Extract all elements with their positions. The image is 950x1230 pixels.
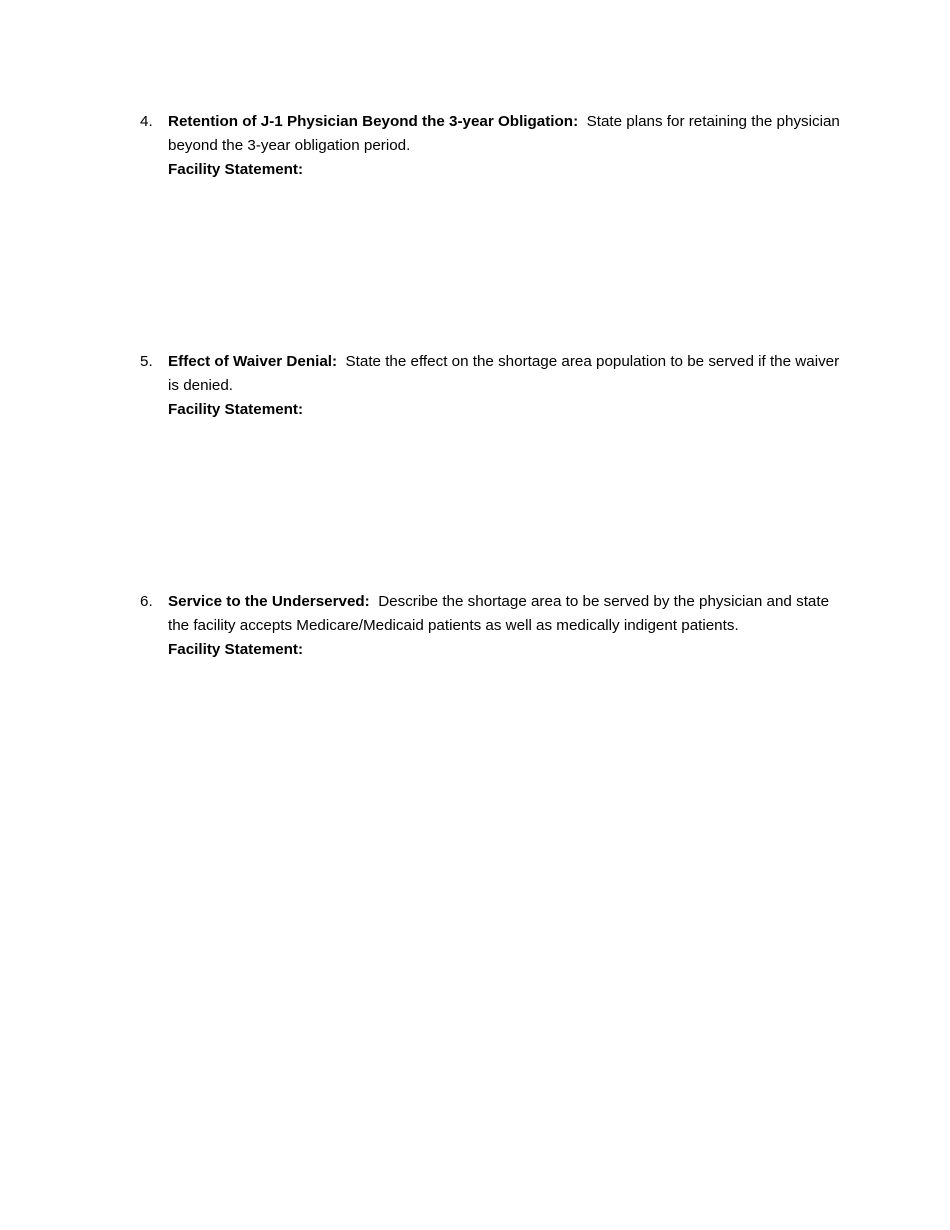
question-item-4 bbox=[140, 110, 840, 182]
item-number: 4. bbox=[140, 113, 153, 130]
facility-statement-label: Facility Statement: bbox=[168, 401, 304, 418]
item-title: Retention of J-1 Physician Beyond the 3-year Obligation: bbox=[168, 113, 579, 130]
item-body bbox=[168, 110, 840, 182]
item-title: Service to the Underserved: bbox=[168, 593, 370, 610]
question-item-5 bbox=[140, 350, 840, 422]
item-description: State the effect on the shortage area population to be served if the waiver is denied. bbox=[168, 353, 840, 394]
item-number: 5. bbox=[140, 353, 153, 370]
item-body bbox=[168, 350, 840, 422]
item-body bbox=[168, 590, 840, 662]
item-number: 6. bbox=[140, 593, 153, 610]
facility-statement-label: Facility Statement: bbox=[168, 161, 304, 178]
facility-statement-label: Facility Statement: bbox=[168, 641, 304, 658]
item-description: State plans for retaining the physician beyond the 3-year obligation period. bbox=[168, 113, 840, 154]
question-item-6 bbox=[140, 590, 840, 662]
item-title: Effect of Waiver Denial: bbox=[168, 353, 338, 370]
item-description: Describe the shortage area to be served by the physician and state the facility accepts Medicare/Medicaid patients as well as medically indigent patients. bbox=[168, 593, 830, 634]
